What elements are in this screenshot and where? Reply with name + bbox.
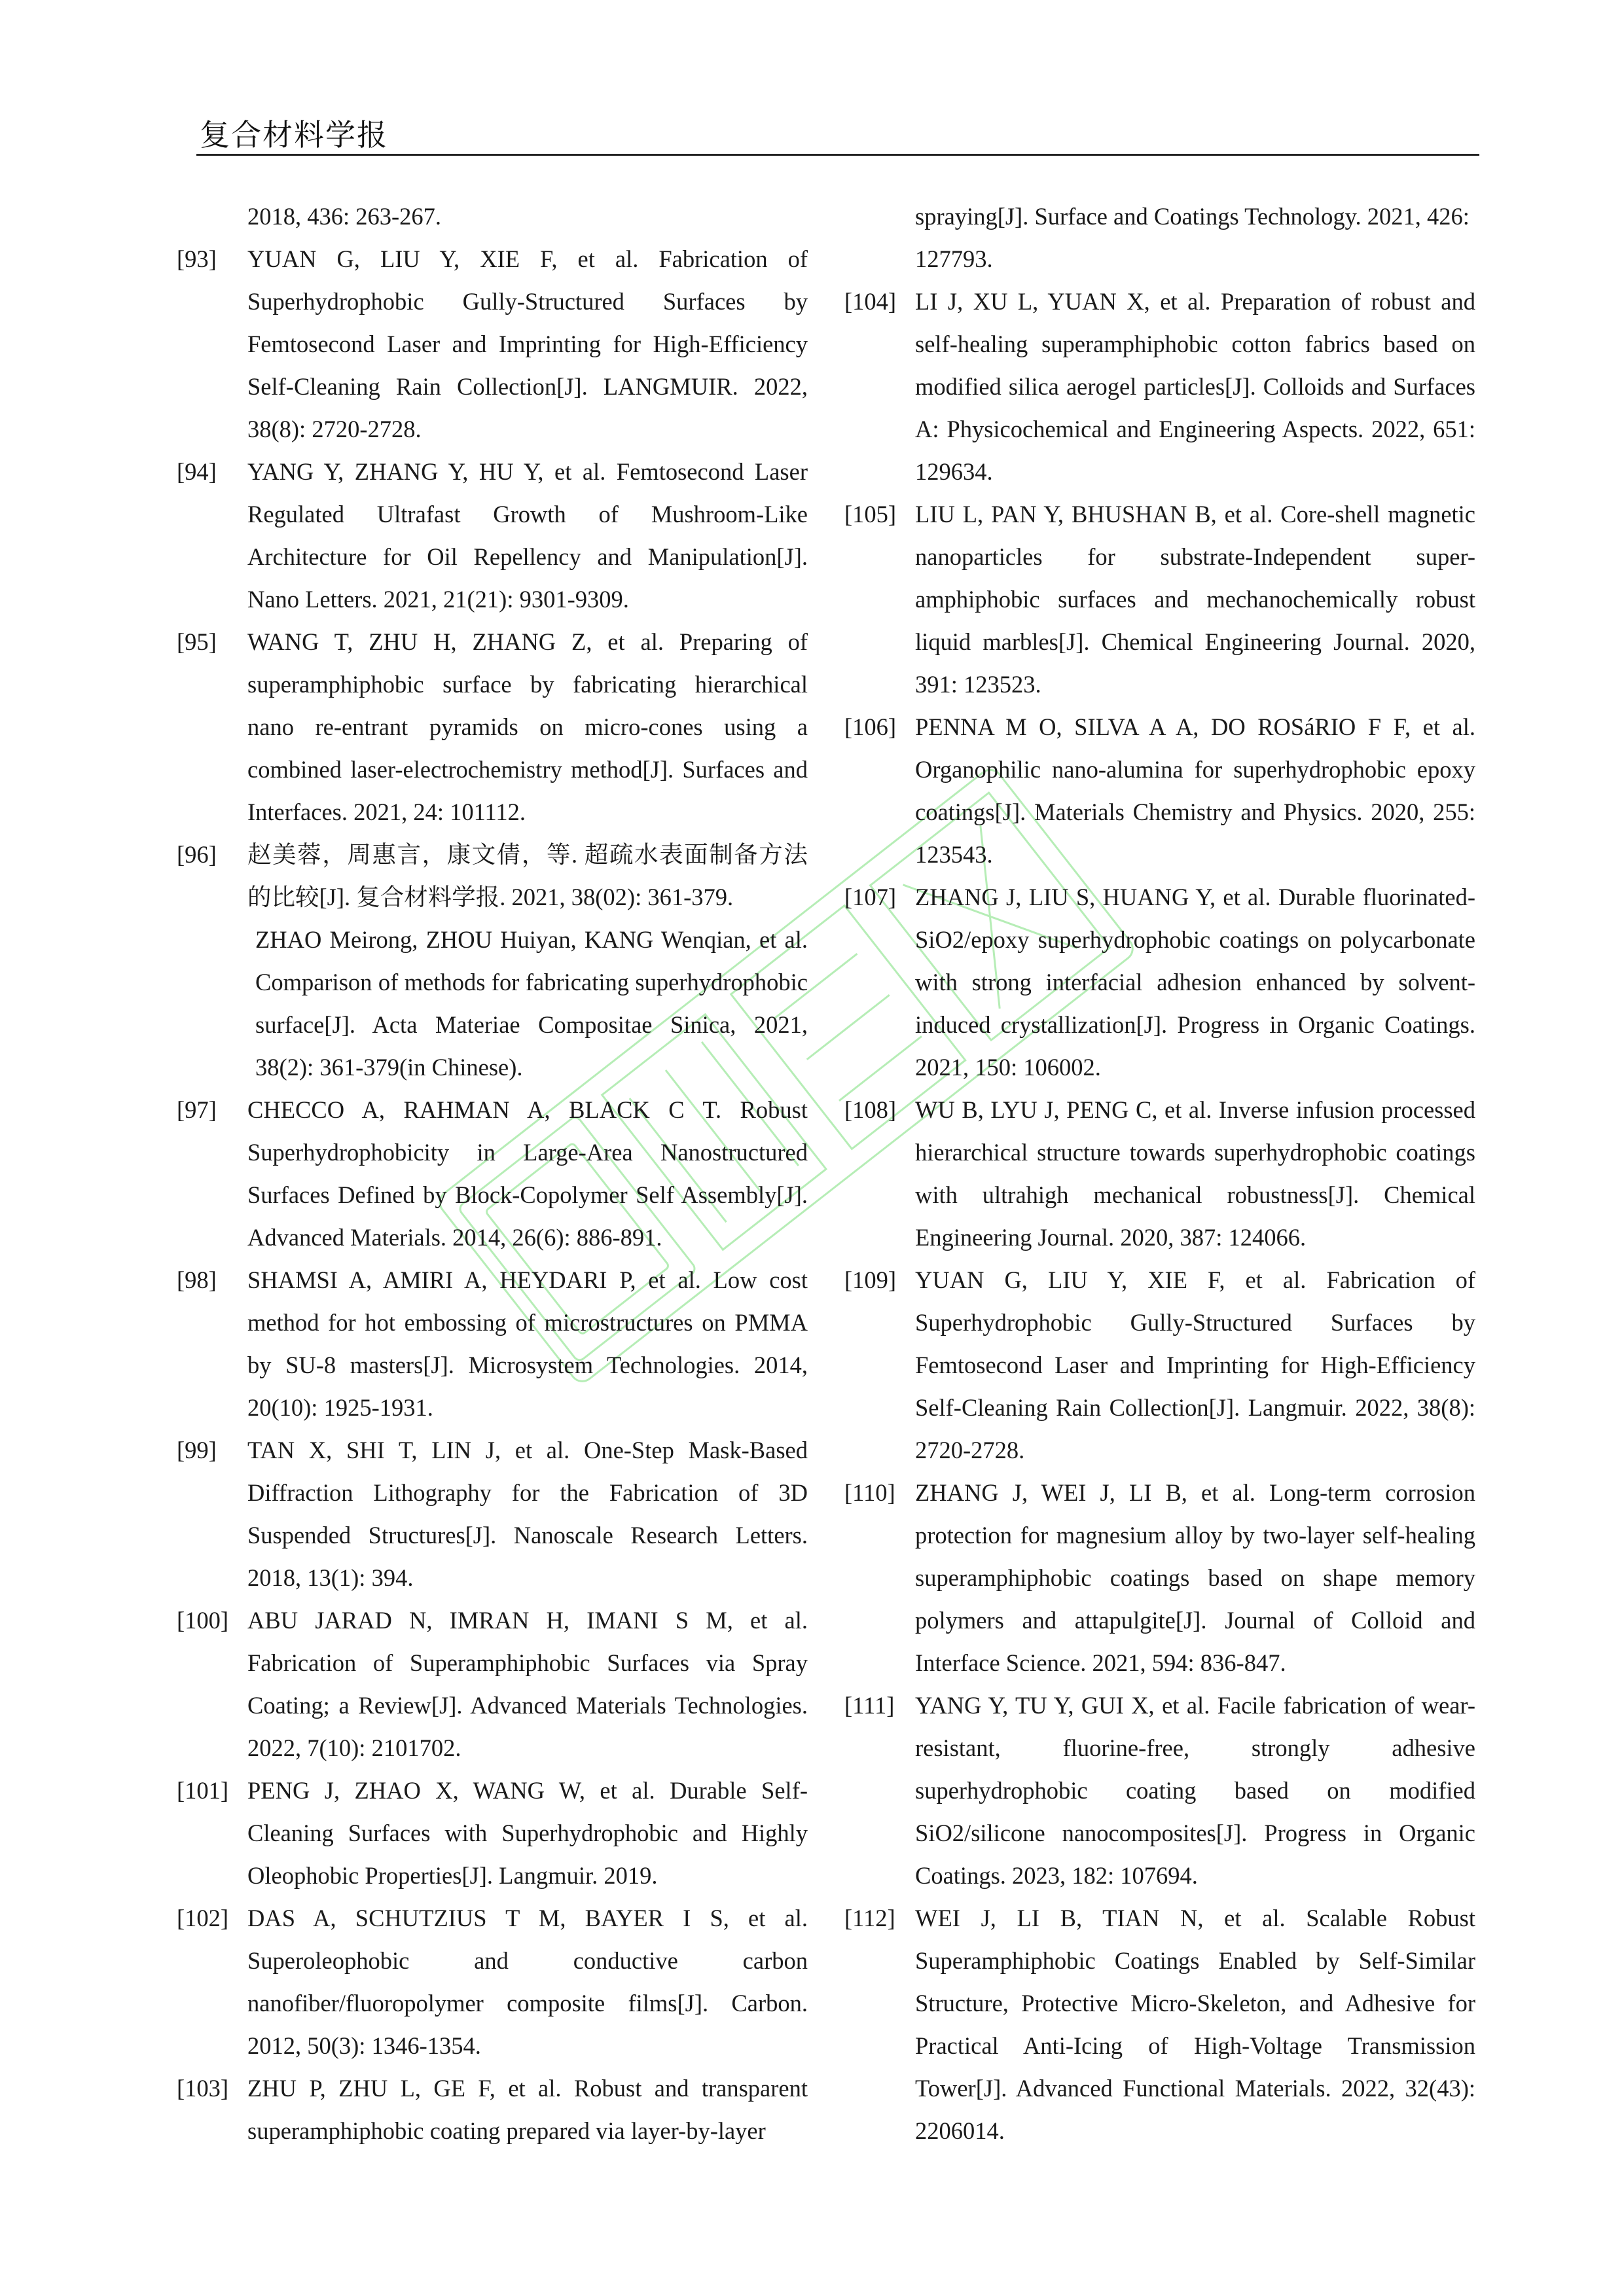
reference-number: [109] <box>844 1266 897 1293</box>
reference-number: [106] <box>844 713 897 740</box>
reference-item-101 <box>177 1769 808 1897</box>
reference-number: [101] <box>177 1777 229 1804</box>
reference-text: DAS A, SCHUTZIUS T M, BAYER I S, et al. Superoleophobic and conductive carbon nanofiber/fluoropolymer composite films[J]. Carbon. 2012, 50(3): 1346-1354. <box>247 1905 808 2059</box>
reference-item-109 <box>844 1259 1475 1471</box>
reference-number: [110] <box>844 1479 895 1506</box>
reference-item-110 <box>844 1471 1475 1684</box>
reference-item-107 <box>844 876 1475 1088</box>
reference-text: ZHU P, ZHU L, GE F, et al. Robust and transparent superamphiphobic coating prepared via layer-by-layer <box>247 2075 808 2144</box>
reference-item-97 <box>177 1088 808 1259</box>
reference-item-112 <box>844 1897 1475 2152</box>
reference-number: [111] <box>844 1692 895 1719</box>
right-reference-column <box>844 195 1475 2152</box>
reference-item-98 <box>177 1259 808 1429</box>
reference-number: [103] <box>177 2075 229 2102</box>
reference-number: [102] <box>177 1905 229 1931</box>
reference-number: [104] <box>844 288 897 315</box>
reference-text: LIU L, PAN Y, BHUSHAN B, et al. Core-shell magnetic nanoparticles for substrate-Independent super-amphiphobic surfaces and mechanochemically robust liquid marbles[J]. Chemical Engineering Journal. 2020, 391: 123523. <box>915 501 1475 698</box>
reference-translation: ZHAO Meirong, ZHOU Huiyan, KANG Wenqian, et al. Comparison of methods for fabricating superhydrophobic surface[J]. Acta Materiae Compositae Sinica, 2021, 38(2): 361-379(in Chinese). <box>255 926 808 1081</box>
reference-text: PENNA M O, SILVA A A, DO ROSáRIO F F, et al. Organophilic nano-alumina for superhydrophobic epoxy coatings[J]. Materials Chemistry and Physics. 2020, 255: 123543. <box>915 713 1475 868</box>
reference-text: YANG Y, ZHANG Y, HU Y, et al. Femtosecond Laser Regulated Ultrafast Growth of Mushroom-Like Architecture for Oil Repellency and Manipulation[J]. Nano Letters. 2021, 21(21): 9301-9309. <box>247 458 808 613</box>
reference-number: [112] <box>844 1905 895 1931</box>
reference-text: WEI J, LI B, TIAN N, et al. Scalable Robust Superamphiphobic Coatings Enabled by Self-Similar Structure, Protective Micro-Skeleton, and Adhesive for Practical Anti-Icing of High-Voltage Transmission Tower[J]. Advanced Functional Materials. 2022, 32(43): 2206014. <box>915 1905 1475 2144</box>
reference-number: [99] <box>177 1437 217 1463</box>
reference-continuation: 2018, 436: 263-267. <box>247 203 442 230</box>
reference-item-106 <box>844 706 1475 876</box>
reference-item-105 <box>844 493 1475 706</box>
reference-number: [93] <box>177 245 217 272</box>
reference-text: YANG Y, TU Y, GUI X, et al. Facile fabrication of wear-resistant, fluorine-free, strongly adhesive superhydrophobic coating based on modified SiO2/silicone nanocomposites[J]. Progress in Organic Coatings. 2023, 182: 107694. <box>915 1692 1475 1889</box>
reference-item-100 <box>177 1599 808 1769</box>
reference-item-108 <box>844 1088 1475 1259</box>
reference-number: [108] <box>844 1096 897 1123</box>
reference-item-94 <box>177 450 808 620</box>
reference-item-95 <box>177 620 808 833</box>
reference-number: [94] <box>177 458 217 485</box>
reference-text: LI J, XU L, YUAN X, et al. Preparation of robust and self-healing superamphiphobic cotton fabrics based on modified silica aerogel particles[J]. Colloids and Surfaces A: Physicochemical and Engineering Aspects. 2022, 651: 129634. <box>915 288 1475 485</box>
reference-item-99 <box>177 1429 808 1599</box>
reference-text: WU B, LYU J, PENG C, et al. Inverse infusion processed hierarchical structure towards superhydrophobic coatings with ultrahigh mechanical robustness[J]. Chemical Engineering Journal. 2020, 387: 124066. <box>915 1096 1475 1251</box>
reference-text: ZHANG J, LIU S, HUANG Y, et al. Durable fluorinated-SiO2/epoxy superhydrophobic coatings on polycarbonate with strong interfacial adhesion enhanced by solvent-induced crystallization[J]. Progress in Organic Coatings. 2021, 150: 106002. <box>915 884 1475 1081</box>
reference-text: YUAN G, LIU Y, XIE F, et al. Fabrication of Superhydrophobic Gully-Structured Surfaces by Femtosecond Laser and Imprinting for High-Efficiency Self-Cleaning Rain Collection[J]. Langmuir. 2022, 38(8): 2720-2728. <box>915 1266 1475 1463</box>
reference-number: [95] <box>177 628 217 655</box>
reference-text: YUAN G, LIU Y, XIE F, et al. Fabrication of Superhydrophobic Gully-Structured Surfaces by Femtosecond Laser and Imprinting for High-Efficiency Self-Cleaning Rain Collection[J]. LANGMUIR. 2022, 38(8): 2720-2728. <box>247 245 808 442</box>
reference-text: TAN X, SHI T, LIN J, et al. One-Step Mask-Based Diffraction Lithography for the Fabrication of 3D Suspended Structures[J]. Nanoscale Research Letters. 2018, 13(1): 394. <box>247 1437 808 1591</box>
reference-number: [97] <box>177 1096 217 1123</box>
reference-text: PENG J, ZHAO X, WANG W, et al. Durable Self-Cleaning Surfaces with Superhydrophobic and Highly Oleophobic Properties[J]. Langmuir. 2019. <box>247 1777 808 1889</box>
reference-number: [98] <box>177 1266 217 1293</box>
journal-title: 复合材料学报 <box>200 117 388 152</box>
reference-text: CHECCO A, RAHMAN A, BLACK C T. Robust Superhydrophobicity in Large-Area Nanostructured Surfaces Defined by Block-Copolymer Self Assembly[J]. Advanced Materials. 2014, 26(6): 886-891. <box>247 1096 808 1251</box>
reference-text: 赵美蓉，周惠言，康文倩，等. 超疏水表面制备方法的比较[J]. 复合材料学报. 2021, 38(02): 361-379. <box>247 841 808 910</box>
reference-text: WANG T, ZHU H, ZHANG Z, et al. Preparing of superamphiphobic surface by fabricating hierarchical nano re-entrant pyramids on micro-cones using a combined laser-electrochemistry method[J]. Surfaces and Interfaces. 2021, 24: 101112. <box>247 628 808 825</box>
reference-text: ZHANG J, WEI J, LI B, et al. Long-term corrosion protection for magnesium alloy by two-layer self-healing superamphiphobic coatings based on shape memory polymers and attapulgite[J]. Journal of Colloid and Interface Science. 2021, 594: 836-847. <box>915 1479 1475 1676</box>
reference-item-104 <box>844 280 1475 493</box>
reference-number: [105] <box>844 501 897 528</box>
reference-continuation: spraying[J]. Surface and Coatings Technology. 2021, 426: 127793. <box>915 203 1470 272</box>
reference-item-96 <box>177 833 808 1088</box>
reference-item-103 <box>177 2067 808 2152</box>
left-reference-column <box>177 195 808 2152</box>
reference-number: [96] <box>177 841 217 868</box>
reference-item-111 <box>844 1684 1475 1897</box>
reference-number: [100] <box>177 1607 229 1634</box>
reference-item-93 <box>177 238 808 450</box>
reference-item-102 <box>177 1897 808 2067</box>
reference-text: SHAMSI A, AMIRI A, HEYDARI P, et al. Low cost method for hot embossing of microstructures on PMMA by SU-8 masters[J]. Microsystem Technologies. 2014, 20(10): 1925-1931. <box>247 1266 808 1421</box>
reference-text: ABU JARAD N, IMRAN H, IMANI S M, et al. Fabrication of Superamphiphobic Surfaces via Spray Coating; a Review[J]. Advanced Materials Technologies. 2022, 7(10): 2101702. <box>247 1607 808 1761</box>
header-rule <box>196 154 1479 156</box>
reference-number: [107] <box>844 884 897 910</box>
